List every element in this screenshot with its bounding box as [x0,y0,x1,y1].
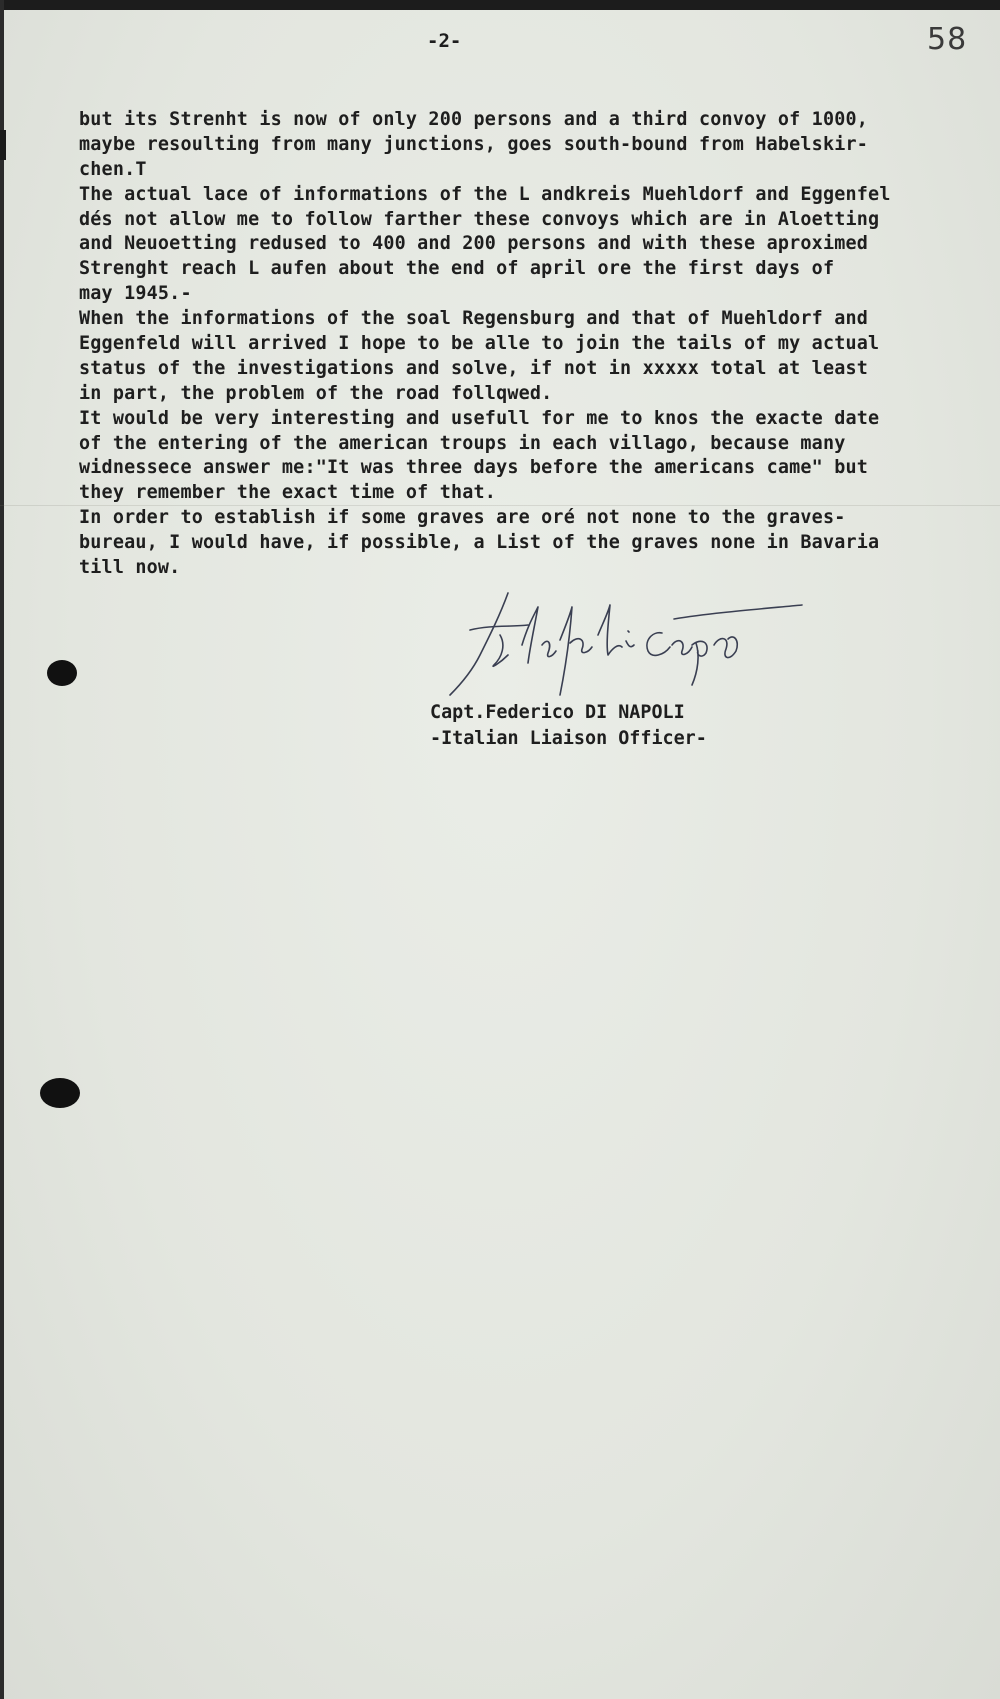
ink-blot [40,1078,80,1108]
handwritten-signature [430,585,830,715]
body-line: and Neuoetting redused to 400 and 200 persons and with these aproximed [79,233,869,255]
page-marker: -2- [427,30,462,52]
body-line: When the informations of the soal Regensburg and that of Muehldorf and [79,308,869,330]
body-line: may 1945.- [79,283,192,305]
body-line: The actual lace of informations of the L andkreis Muehldorf and Eggenfel [79,183,891,205]
margin-mark [0,130,6,160]
body-line: dés not allow me to follow farther these convoys which are in Aloetting [79,208,880,230]
body-line: till now. [79,557,181,579]
signatory-title: -Italian Liaison Officer- [430,728,707,749]
body-line: Strenght reach L aufen about the end of april ore the first days of [79,258,835,280]
body-line: In order to establish if some graves are oré not none to the graves- [79,507,846,529]
body-line: status of the investigations and solve, if not in xxxxx total at least [79,357,869,379]
page-number: 58 [927,22,968,57]
signature-block [430,700,707,752]
body-line: chen.T [79,158,147,180]
body-line: but its Strenht is now of only 200 persons and a third convoy of 1000, [79,109,869,130]
ink-blot [47,660,77,686]
body-line: they remember the exact time of that. [79,482,497,504]
body-line: bureau, I would have, if possible, a List of the graves none in Bavaria [79,532,880,554]
body-line: It would be very interesting and usefull for me to knos the exacte date [79,407,880,429]
body-line: Eggenfeld will arrived I hope to be alle to join the tails of my actual [79,333,880,355]
letter-body [79,108,994,581]
scan-left-edge [0,0,4,1699]
signatory-name: Capt.Federico DI NAPOLI [430,702,685,723]
body-line: of the entering of the american troups in each villago, because many [79,432,846,454]
scan-top-edge [0,0,1000,10]
body-line: in part, the problem of the road follqwed. [79,382,553,404]
body-line: maybe resoulting from many junctions, goes south-bound from Habelskir- [79,133,869,155]
body-line: widnessece answer me:"It was three days before the americans came" but [79,457,869,479]
